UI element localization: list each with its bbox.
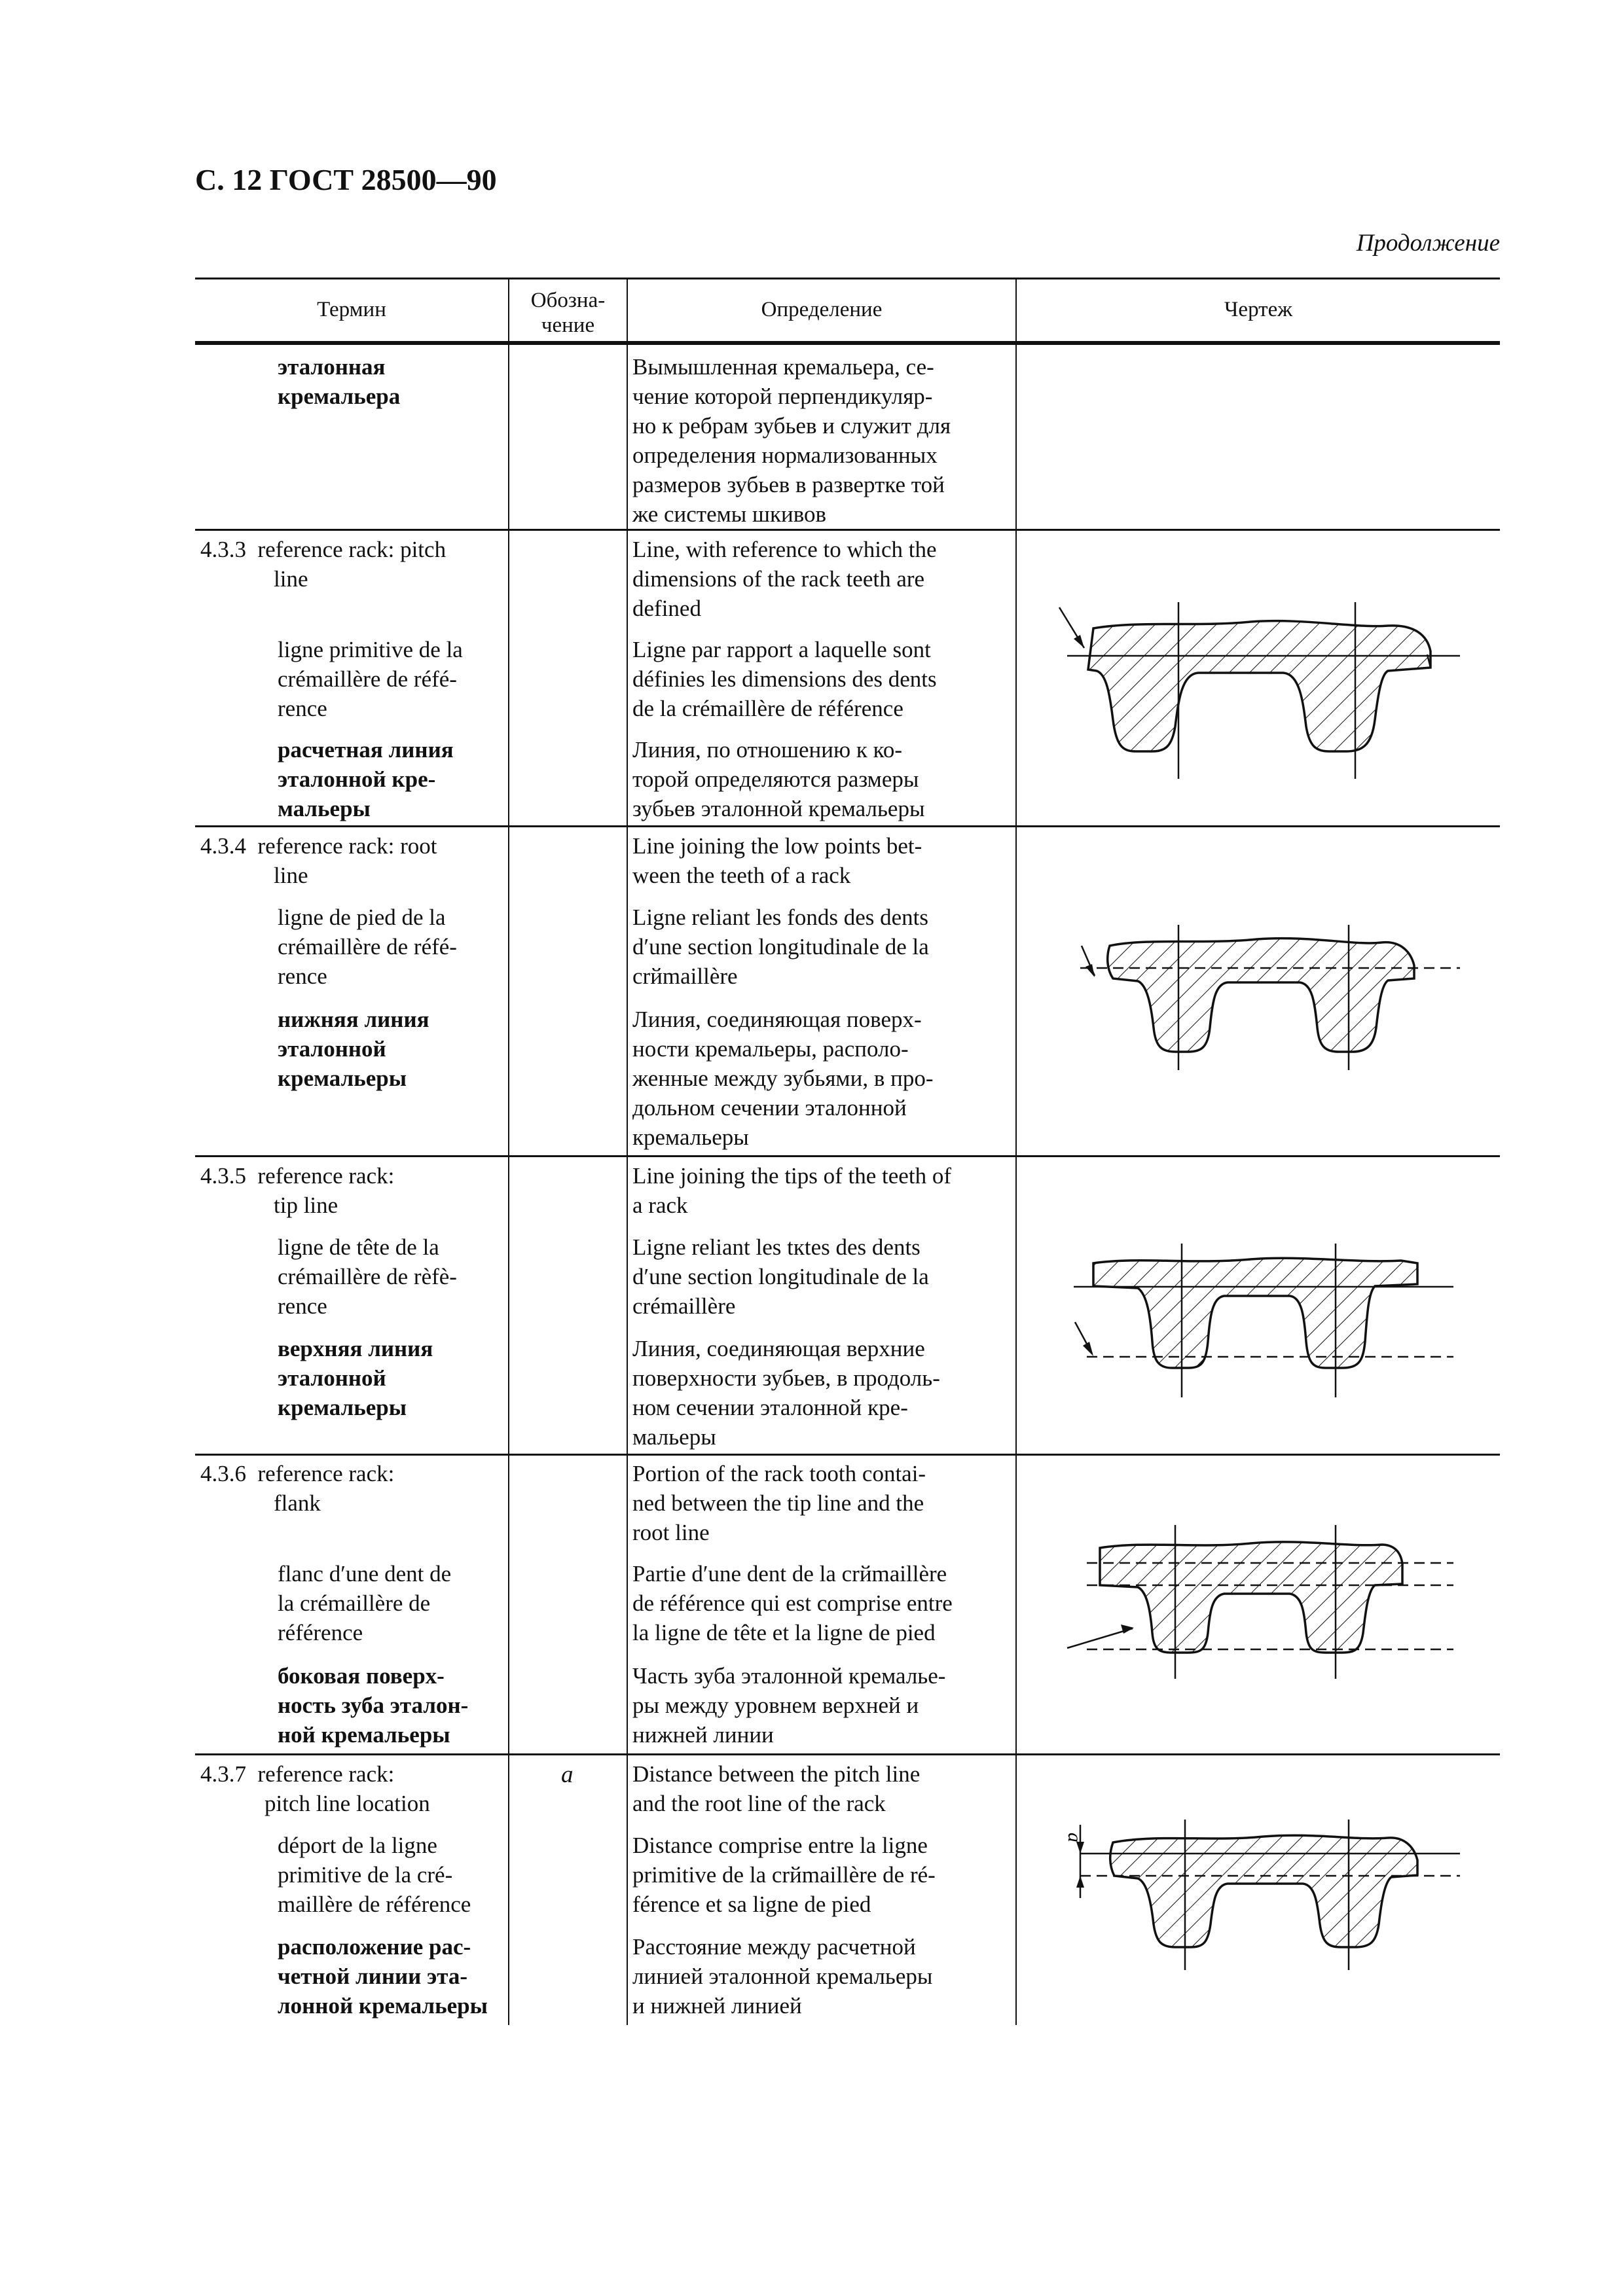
term-ru: верхняя линия эталонной кремальеры [278, 1336, 433, 1420]
definition-ru: Расстояние между расчетной линией эталонной кремальеры и нижней линией [632, 1934, 933, 2018]
definition-ru: Линия, соединяющая верхние поверхности зубьев, в продоль- ном сечении эталонной кре- мальеры [632, 1336, 940, 1450]
row-divider [195, 1454, 1500, 1456]
term-number: 4.3.4 [200, 833, 246, 859]
term-en: 4.3.3 reference rack: pitch line [200, 537, 447, 592]
term-ru: боковая поверх- ность зуба эталон- ной кремальеры [278, 1663, 469, 1748]
definition-ru: Линия, по отношению к ко- торой определяются размеры зубьев эталонной кремальеры [632, 737, 925, 821]
definition-en: Line joining the tips of the teeth of a rack [632, 1163, 951, 1218]
term-fr: déport de la ligne primitive de la cré- maillère de référence [278, 1833, 471, 1917]
column-header-symbol: Обозна- чение [530, 289, 606, 337]
column-header-term: Термин [317, 298, 386, 321]
term-en: 4.3.7 reference rack: pitch line location [200, 1761, 430, 1816]
term-number: 4.3.7 [200, 1761, 246, 1787]
column-header-drawing: Чертеж [1224, 298, 1293, 321]
table-top-rule [195, 278, 1500, 279]
term-ru: нижняя линия эталонной кремальеры [278, 1007, 429, 1091]
definition-en: Distance between the pitch line and the root line of the rack [632, 1761, 921, 1816]
definition-en: Line joining the low points bet- ween the teeth of a rack [632, 833, 922, 888]
definition-fr: Ligne par rapport a laquelle sont définies les dimensions des dents de la crémaillère de référence [632, 637, 937, 721]
row-divider [195, 825, 1500, 827]
row-divider [195, 1155, 1500, 1157]
term-en: 4.3.4 reference rack: root line [200, 833, 437, 888]
column-divider [627, 278, 628, 2025]
term-fr: ligne de pied de la crémaillère de réfé- rence [278, 905, 457, 989]
definition-fr: Distance comprise entre la ligne primitive de la crйmaillère de ré- férence et sa ligne de pied [632, 1833, 936, 1917]
dimension-label-a: a [1064, 1833, 1085, 1842]
term-ru: расчетная линия эталонной кре- мальеры [278, 737, 454, 821]
definition-ru: Линия, соединяющая поверх- ности кремальеры, располо- женные между зубьями, в про- дольном сечении эталонной кремальеры [632, 1007, 934, 1150]
column-divider [1015, 278, 1017, 2025]
continuation-label: Продолжение [1356, 230, 1500, 257]
row-divider [195, 1753, 1500, 1755]
term-fr: ligne primitive de la crémaillère de réfé- rence [278, 637, 463, 721]
definition-ru: Вымышленная кремальера, се- чение которой перпендикуляр- но к ребрам зубьев и служит для определения нормализованных размеров зубьев в развертке той же системы шкивов [632, 354, 951, 527]
rack-tip-line-drawing [1061, 1237, 1467, 1407]
definition-ru: Часть зуба эталонной кремалье- ры между уровнем верхней и нижней линии [632, 1663, 946, 1748]
term-number: 4.3.6 [200, 1461, 246, 1486]
term-number: 4.3.5 [200, 1163, 246, 1189]
row-divider [195, 529, 1500, 531]
term-fr: flanc d′une dent de la crémaillère de référence [278, 1561, 452, 1645]
symbol-a: a [561, 1761, 574, 1788]
definition-fr: Ligne reliant les tкtes des dents d′une section longitudinale de la crémaillère [632, 1234, 929, 1319]
column-divider [508, 278, 509, 2025]
term-en: 4.3.6 reference rack: flank [200, 1461, 395, 1516]
rack-pitch-line-location-drawing [1061, 1813, 1467, 1977]
definition-fr: Ligne reliant les fonds des dents d′une section longitudinale de la crйmaillère [632, 905, 929, 989]
page-header: С. 12 ГОСТ 28500—90 [195, 163, 497, 196]
column-header-definition: Определение [761, 298, 883, 321]
rack-pitch-line-drawing [1048, 589, 1467, 792]
term-en: 4.3.5 reference rack: tip line [200, 1163, 395, 1218]
term-ru: расположение рас- четной линии эта- лонной кремальеры [278, 1934, 488, 2018]
definition-en: Line, with reference to which the dimensions of the rack teeth are defined [632, 537, 937, 621]
definition-en: Portion of the rack tooth contai- ned between the tip line and the root line [632, 1461, 926, 1545]
rack-root-line-drawing [1061, 913, 1467, 1077]
term-ru: эталонная кремальера [278, 354, 401, 409]
rack-flank-drawing [1061, 1518, 1467, 1689]
definition-fr: Partie d′une dent de la crйmaillère de référence qui est comprise entre la ligne de tête et la ligne de pied [632, 1561, 953, 1645]
term-number: 4.3.3 [200, 537, 246, 562]
term-fr: ligne de tête de la crémaillère de rèfè- rence [278, 1234, 457, 1319]
table-header-rule [195, 341, 1500, 345]
